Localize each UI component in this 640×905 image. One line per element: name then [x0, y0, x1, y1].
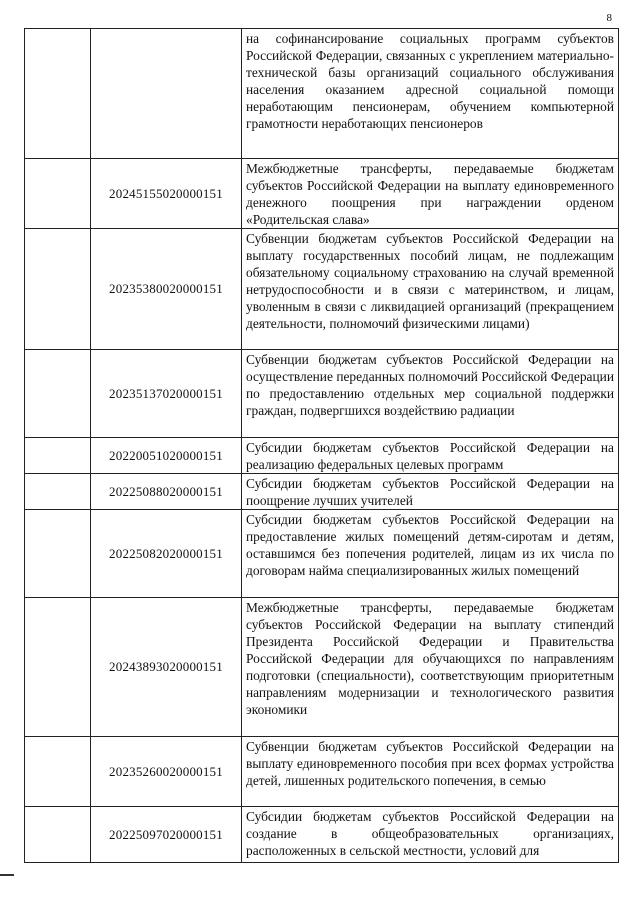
- description-cell: Межбюджетные трансферты, передаваемые бюджетам субъектов Российской Федерации на выплату стипендий Президента Российской Федерации и Правительства Российской Федерации для обучающихся по направлениям подготовки (специальности), соответствующим приоритетным направлениям модернизации и технологического развития экономики: [242, 598, 619, 737]
- blank-cell: [25, 598, 91, 737]
- code-cell: 20235380020000151: [91, 229, 242, 350]
- description-cell: Субсидии бюджетам субъектов Российской Федерации на предоставление жилых помещений детям-сиротам и детям, оставшимся без попечения родителей, лицам из их числа по договорам найма специализированных жилых помещений: [242, 510, 619, 598]
- table-row: [25, 438, 619, 474]
- code-cell: [91, 29, 242, 159]
- blank-cell: [25, 510, 91, 598]
- table-row: [25, 807, 619, 863]
- description-cell: Субсидии бюджетам субъектов Российской Федерации на создание в общеобразовательных организациях, расположенных в сельской местности, условий для: [242, 807, 619, 863]
- budget-codes-table: [24, 28, 619, 863]
- table-row: [25, 29, 619, 159]
- table-row: [25, 737, 619, 807]
- description-cell: Субвенции бюджетам субъектов Российской Федерации на выплату единовременного пособия при всех формах устройства детей, лишенных родительского попечения, в семью: [242, 737, 619, 807]
- code-cell: 20220051020000151: [91, 438, 242, 474]
- margin-mark: [0, 874, 14, 876]
- code-cell: 20243893020000151: [91, 598, 242, 737]
- description-cell: Субвенции бюджетам субъектов Российской Федерации на выплату государственных пособий лицам, не подлежащим обязательному социальному страхованию на случай временной нетрудоспособности и в связи с материнством, и лицам, уволенным в связи с ликвидацией организаций (прекращением деятельности, полномочий физическими лицами): [242, 229, 619, 350]
- code-cell: 20225082020000151: [91, 510, 242, 598]
- code-cell: 20225088020000151: [91, 474, 242, 510]
- description-cell: Субвенции бюджетам субъектов Российской Федерации на осуществление переданных полномочий Российской Федерации по предоставлению отдельных мер социальной поддержки граждан, подвергшихся воздействию радиации: [242, 350, 619, 438]
- page-number: 8: [606, 12, 612, 24]
- code-cell: 20245155020000151: [91, 159, 242, 229]
- description-cell: на софинансирование социальных программ субъектов Российской Федерации, связанных с укреплением материально-технической базы организаций социального обслуживания населения оказанием адресной социальной помощи неработающим пенсионерам, обучением компьютерной грамотности неработающих пенсионеров: [242, 29, 619, 159]
- code-cell: 20235137020000151: [91, 350, 242, 438]
- blank-cell: [25, 350, 91, 438]
- blank-cell: [25, 807, 91, 863]
- blank-cell: [25, 159, 91, 229]
- blank-cell: [25, 438, 91, 474]
- blank-cell: [25, 229, 91, 350]
- description-cell: Межбюджетные трансферты, передаваемые бюджетам субъектов Российской Федерации на выплату единовременного денежного поощрения при награждении орденом «Родительская слава»: [242, 159, 619, 229]
- blank-cell: [25, 474, 91, 510]
- table-row: [25, 474, 619, 510]
- table-row: [25, 350, 619, 438]
- table-row: [25, 598, 619, 737]
- blank-cell: [25, 29, 91, 159]
- description-cell: Субсидии бюджетам субъектов Российской Федерации на реализацию федеральных целевых программ: [242, 438, 619, 474]
- table-row: [25, 510, 619, 598]
- table-row: [25, 229, 619, 350]
- blank-cell: [25, 737, 91, 807]
- description-cell: Субсидии бюджетам субъектов Российской Федерации на поощрение лучших учителей: [242, 474, 619, 510]
- code-cell: 20235260020000151: [91, 737, 242, 807]
- table-row: [25, 159, 619, 229]
- code-cell: 20225097020000151: [91, 807, 242, 863]
